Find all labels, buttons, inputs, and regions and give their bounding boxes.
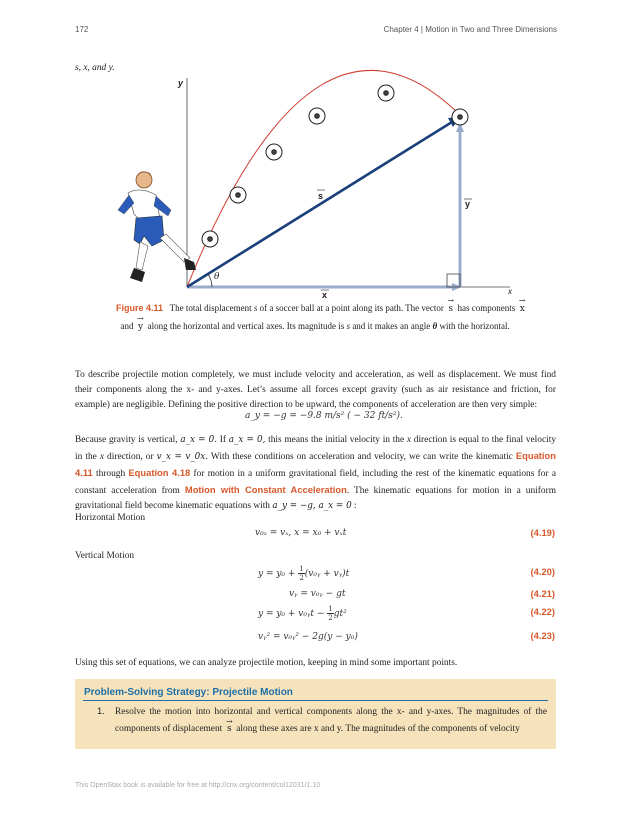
strategy-item-number: 1. [97, 705, 105, 716]
chapter-header: Chapter 4 | Motion in Two and Three Dimensions [383, 25, 557, 34]
equation-4-20: y = y₀ + $\frac{1}{2}$ (v₀ᵧ + vᵧ)t [258, 565, 350, 582]
acceleration-equation: a_y = −g = −9.8 m/s² ( − 32 ft/s²). [245, 411, 403, 421]
horizontal-motion-label: Horizontal Motion [75, 513, 146, 523]
vector-x-label: x [322, 290, 328, 300]
caption-s2: s [346, 321, 351, 331]
vector-s-label: s [318, 191, 324, 201]
caption-text-4: and [118, 321, 136, 331]
y-axis-label: y [178, 78, 184, 88]
link-equation-4-18[interactable]: Equation 4.18 [128, 467, 191, 478]
theta-arc [208, 274, 212, 287]
caption-text-1: The total displacement [169, 303, 254, 313]
equation-4-23: vᵧ² = v₀ᵧ² − 2g(y − y₀) [258, 632, 358, 642]
equation-number-4-21: (4.21) [530, 588, 555, 599]
equation-4-22: y = y₀ + v₀ᵧt − $\frac{1}{2}$ gt² [258, 605, 347, 622]
equation-number-4-20: (4.20) [530, 566, 555, 577]
link-equation-4-11[interactable]: Equation 4.11 [75, 450, 556, 478]
soccer-ball-icon [202, 85, 471, 247]
paragraph-intro-projectile: To describe projectile motion completely, we must include velocity and acceleration, as well as displacement. We must find their components along the x- and y-axes. Let’s assume all forces except gravity (such as air resistance and friction, for example) are negligible. Defining the positive direction to be upward, the components of acceleration are then very simple: [75, 370, 556, 410]
theta-label: θ [214, 272, 220, 282]
intro-line: s, x, and y. [75, 63, 115, 73]
strategy-title: Problem-Solving Strategy: Projectile Motion [84, 687, 293, 698]
strategy-item-1: Resolve the motion into horizontal and vertical components along the x- and y-axes. The magnitudes of the components of displacement → s along these axes are x and y. The magnitudes of the components of velocity [115, 705, 547, 737]
equation-4-19: v₀ₓ = vₓ, x = x₀ + vₓt [255, 528, 347, 538]
caption-vec-y: → y [138, 317, 143, 335]
page-number: 172 [75, 25, 89, 34]
caption-text-6: and it makes an angle [350, 321, 433, 331]
caption-text-7: with the horizontal. [437, 321, 510, 331]
strategy-divider [83, 700, 548, 701]
paragraph-gravity: Because gravity is vertical, a_x = 0. If a_x = 0, this means the initial velocity in the x direction is equal to the final velocity in the x direction, or v_x = v_0x. With these conditions on acceleration and velocity, we can write the kinematic Equation 4.11 through Equation 4.18 for motion in a uniform gravitational field, including the rest of the kinematic equations for a constant acceleration from Motion with Constant Acceleration. The kinematic equations for motion in a uniform gravitational field become kinematic equations with a_y = −g, a_x = 0 : [75, 435, 557, 511]
soccer-player-illustration [118, 171, 196, 282]
caption-theta: θ [432, 321, 438, 331]
caption-s: s [253, 303, 258, 313]
equation-number-4-23: (4.23) [530, 630, 555, 641]
x-axis-label: x [508, 287, 512, 296]
caption-vec-s: → s [448, 299, 453, 317]
equation-4-21: vᵧ = v₀ᵧ − gt [289, 589, 346, 599]
equation-number-4-19: (4.19) [530, 527, 555, 538]
link-constant-acceleration[interactable]: Motion with Constant Acceleration [184, 484, 347, 495]
caption-text-3: has components [455, 303, 518, 313]
vertical-motion-label: Vertical Motion [75, 551, 135, 561]
vector-y-label: y [465, 199, 471, 209]
figure-label: Figure 4.11 [116, 303, 164, 313]
caption-text-5: along the horizontal and vertical axes. Its magnitude is [145, 321, 347, 331]
caption-text-2: of a soccer ball at a point along its path. The vector [257, 303, 447, 313]
footer-license: This OpenStax book is available for free at http://cnx.org/content/col12031/1.10 [75, 782, 321, 789]
paragraph-analysis: Using this set of equations, we can analyze projectile motion, keeping in mind some important points. [75, 658, 458, 668]
trajectory-curve [187, 70, 462, 287]
equation-number-4-22: (4.22) [530, 606, 555, 617]
figure-caption [116, 299, 526, 335]
figure-soccer-trajectory [0, 0, 630, 300]
caption-vec-x: → x [520, 299, 525, 317]
displacement-vector [187, 122, 452, 287]
problem-solving-strategy-box [75, 679, 556, 749]
